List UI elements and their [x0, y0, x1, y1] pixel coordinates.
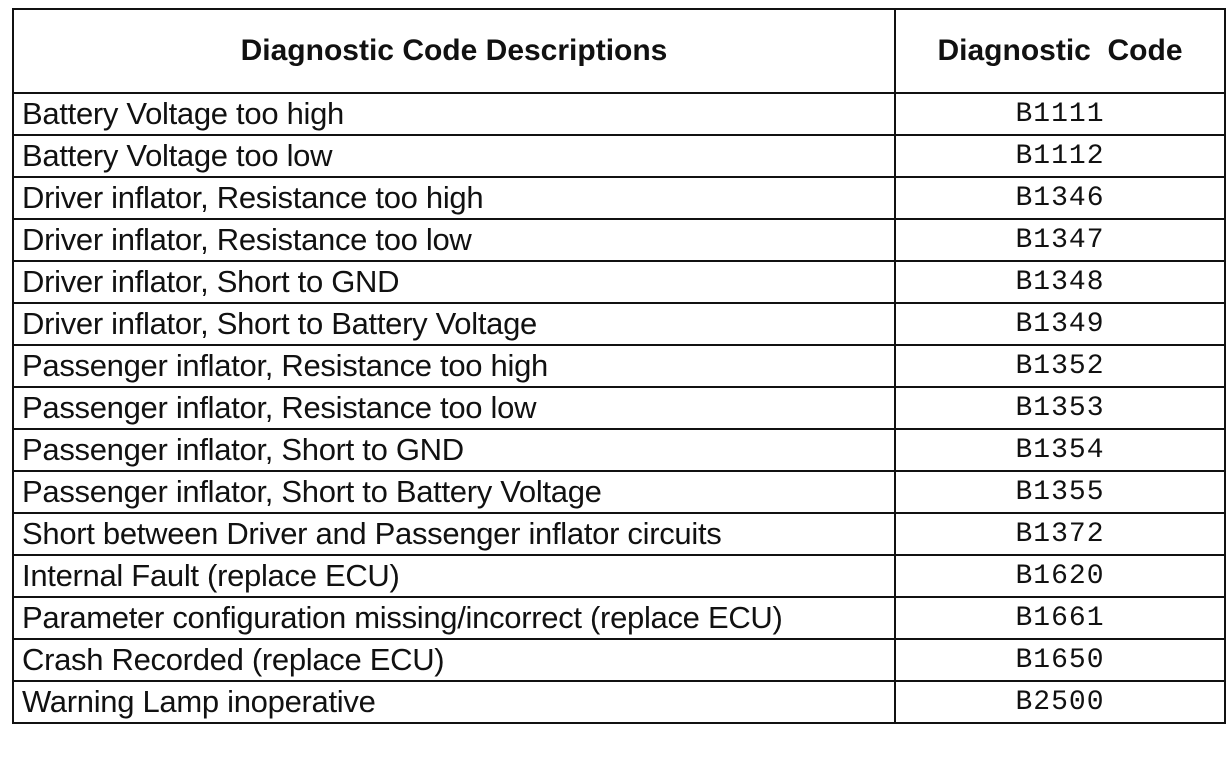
table-row: [13, 219, 1225, 261]
diagnostic-code-table: [12, 8, 1226, 724]
table-row: [13, 303, 1225, 345]
description-cell: Driver inflator, Resistance too low: [13, 219, 895, 261]
code-cell: B1348: [895, 261, 1225, 303]
description-cell: Warning Lamp inoperative: [13, 681, 895, 723]
description-cell: Crash Recorded (replace ECU): [13, 639, 895, 681]
table-body: [13, 93, 1225, 723]
code-cell: B1650: [895, 639, 1225, 681]
code-cell: B2500: [895, 681, 1225, 723]
code-cell: B1349: [895, 303, 1225, 345]
table-row: [13, 513, 1225, 555]
description-cell: Passenger inflator, Short to Battery Voltage: [13, 471, 895, 513]
description-cell: Driver inflator, Resistance too high: [13, 177, 895, 219]
table-row: [13, 387, 1225, 429]
description-cell: Passenger inflator, Short to GND: [13, 429, 895, 471]
header-row: [13, 9, 1225, 93]
code-cell: B1661: [895, 597, 1225, 639]
diagnostic-code-table-container: [12, 8, 1224, 724]
description-cell: Internal Fault (replace ECU): [13, 555, 895, 597]
table-row: [13, 177, 1225, 219]
code-cell: B1111: [895, 93, 1225, 135]
description-cell: Driver inflator, Short to GND: [13, 261, 895, 303]
table-row: [13, 471, 1225, 513]
table-row: [13, 261, 1225, 303]
table-row: [13, 345, 1225, 387]
description-cell: Passenger inflator, Resistance too high: [13, 345, 895, 387]
code-cell: B1112: [895, 135, 1225, 177]
code-cell: B1354: [895, 429, 1225, 471]
code-cell: B1355: [895, 471, 1225, 513]
code-cell: B1352: [895, 345, 1225, 387]
description-cell: Parameter configuration missing/incorrect (replace ECU): [13, 597, 895, 639]
header-description: Diagnostic Code Descriptions: [13, 9, 895, 93]
description-cell: Battery Voltage too high: [13, 93, 895, 135]
description-cell: Driver inflator, Short to Battery Voltage: [13, 303, 895, 345]
code-cell: B1346: [895, 177, 1225, 219]
table-row: [13, 597, 1225, 639]
code-cell: B1372: [895, 513, 1225, 555]
table-header: [13, 9, 1225, 93]
table-row: [13, 93, 1225, 135]
code-cell: B1353: [895, 387, 1225, 429]
description-cell: Passenger inflator, Resistance too low: [13, 387, 895, 429]
header-code: Diagnostic Code: [895, 9, 1225, 93]
table-row: [13, 429, 1225, 471]
table-row: [13, 555, 1225, 597]
description-cell: Battery Voltage too low: [13, 135, 895, 177]
table-row: [13, 135, 1225, 177]
table-row: [13, 681, 1225, 723]
code-cell: B1347: [895, 219, 1225, 261]
description-cell: Short between Driver and Passenger inflator circuits: [13, 513, 895, 555]
table-row: [13, 639, 1225, 681]
code-cell: B1620: [895, 555, 1225, 597]
